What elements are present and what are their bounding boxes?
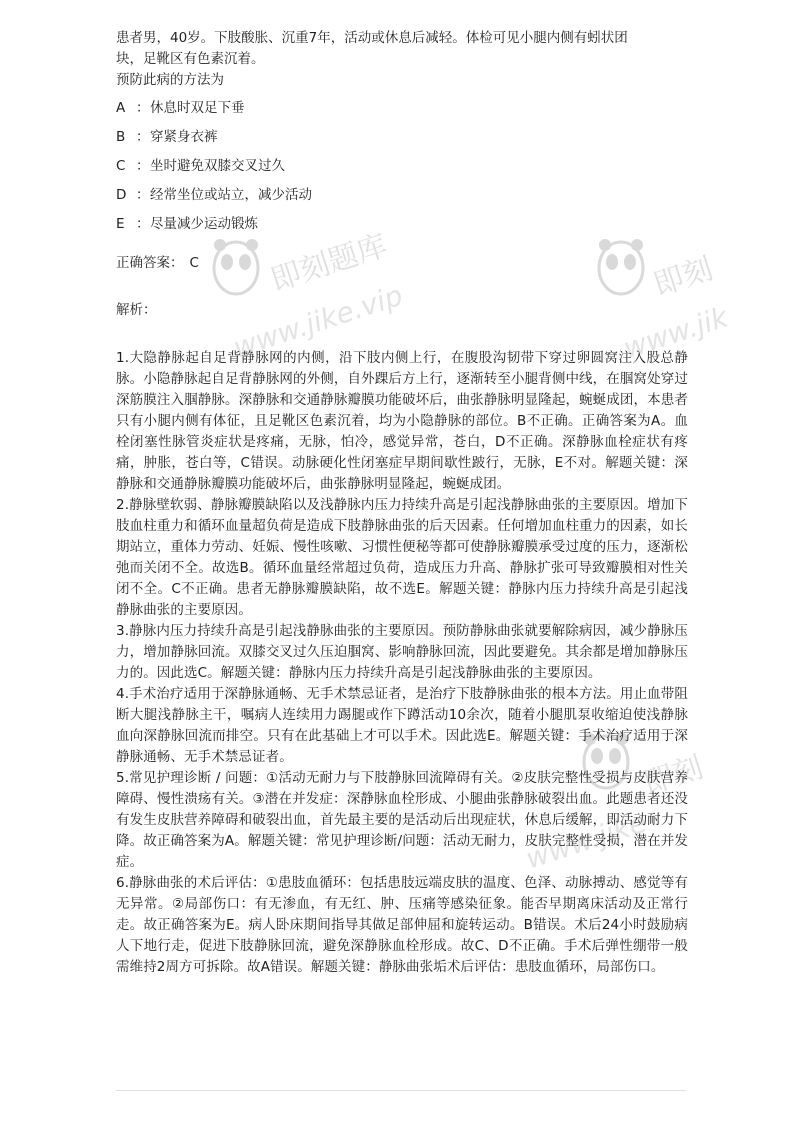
analysis-body bbox=[116, 348, 688, 978]
watermark-url-text: www.jike.vip bbox=[229, 278, 407, 365]
option-separator: ： bbox=[136, 216, 150, 232]
option-text: 尽量减少运动锻炼 bbox=[150, 216, 258, 232]
option-c[interactable] bbox=[116, 156, 688, 177]
option-text: 穿紧身衣裤 bbox=[150, 129, 218, 145]
option-a[interactable] bbox=[116, 98, 688, 119]
options-list bbox=[116, 98, 688, 235]
question-page bbox=[116, 28, 688, 1118]
question-stem bbox=[116, 28, 688, 91]
watermark-brand-text-clipped: 即刻 bbox=[649, 251, 718, 304]
answer-value: C bbox=[189, 255, 199, 271]
analysis-paragraph: 2.静脉壁软弱、静脉瓣膜缺陷以及浅静脉内压力持续升高是引起浅静脉曲张的主要原因。增加下肢血柱重力和循环血量超负荷是造成下肢静脉曲张的后天因素。任何增加血柱重力的因素，如长期站立，重体力劳动、妊娠、慢性咳嗽、习惯性便秘等都可使静脉瓣膜承受过度的压力，逐渐松弛而关闭不全。故选B。循环血量经常超过负荷，造成压力升高、静脉扩张可导致瓣膜相对性关闭不全。C不正确。患者无静脉瓣膜缺陷，故不选E。解题关键：静脉内压力持续升高是引起浅静脉曲张的主要原因。 bbox=[116, 497, 688, 618]
option-letter: B bbox=[116, 129, 126, 145]
analysis-paragraph: 3.静脉内压力持续升高是引起浅静脉曲张的主要原因。预防静脉曲张就要解除病因，减少静脉压力，增加静脉回流。双膝交叉过久压迫腘窝、影响静脉回流，因此要避免。其余都是增加静脉压力的。因此选C。解题关键：静脉内压力持续升高是引起浅静脉曲张的主要原因。 bbox=[116, 623, 688, 681]
analysis-paragraph: 6.静脉曲张的术后评估：①患肢血循环：包括患肢远端皮肤的温度、色泽、动脉搏动、感觉等有无异常。②局部伤口：有无渗血，有无红、肿、压痛等感染征象。能否早期离床活动及正常行走。故正确答案为E。病人卧床期间指导其做足部伸屈和旋转运动。B错误。术后24小时鼓励病人下地行走，促进下肢静脉回流，避免深静脉血栓形成。故C、D不正确。手术后弹性绷带一般需维持2周方可拆除。故A错误。解题关键：静脉曲张垢术后评估：患肢血循环，局部伤口。 bbox=[116, 875, 688, 975]
watermark-brand-text-clipped: 即刻 bbox=[639, 749, 708, 802]
option-separator: ： bbox=[136, 129, 150, 145]
watermark-brand-text: 即刻题库 bbox=[266, 228, 392, 299]
option-letter: D bbox=[116, 187, 127, 203]
option-separator: ： bbox=[136, 158, 150, 174]
analysis-paragraph: 4.手术治疗适用于深静脉通畅、无手术禁忌证者，是治疗下肢静脉曲张的根本方法。用止血带阻断大腿浅静脉主干，嘱病人连续用力踢腿或作下蹲活动10余次，随着小腿肌泵收缩迫使浅静脉血向深静脉回流而排空。只有在此基础上才可以手术。因此选E。解题关键：手术治疗适用于深静脉通畅、无手术禁忌证者。 bbox=[116, 686, 688, 765]
option-separator: ： bbox=[136, 100, 150, 116]
correct-answer bbox=[116, 253, 688, 274]
option-letter: E bbox=[116, 216, 125, 232]
option-b[interactable] bbox=[116, 127, 688, 148]
analysis-heading: 解析： bbox=[116, 302, 157, 318]
option-letter: A bbox=[116, 100, 126, 116]
option-letter: C bbox=[116, 158, 126, 174]
stem-line: 块，足靴区有色素沉着。 bbox=[116, 51, 265, 67]
option-text: 休息时双足下垂 bbox=[150, 100, 245, 116]
option-d[interactable] bbox=[116, 185, 688, 206]
option-e[interactable] bbox=[116, 214, 688, 235]
watermark-url-text-clipped: www.jike bbox=[521, 805, 651, 876]
answer-label: 正确答案： bbox=[116, 255, 184, 271]
bottom-divider bbox=[116, 1090, 686, 1091]
watermark-url-text-clipped: www.jik bbox=[619, 300, 732, 366]
analysis-paragraph: 5.常见护理诊断 / 问题：①活动无耐力与下肢静脉回流障碍有关。②皮肤完整性受损与皮肤营养障碍、慢性溃疡有关。③潜在并发症：深静脉血栓形成、小腿曲张静脉破裂出血。此题患者还没有发生皮肤营养障碍和破裂出血，首先最主要的是活动后出现症状，休息后缓解，即活动耐力下降。故正确答案为A。解题关键：常见护理诊断/问题：活动无耐力，皮肤完整性受损，潜在并发症。 bbox=[116, 770, 688, 870]
option-text: 经常坐位或站立，减少活动 bbox=[150, 187, 312, 203]
analysis-paragraph: 1.大隐静脉起自足背静脉网的内侧，沿下肢内侧上行，在腹股沟韧带下穿过卵圆窝注入股总静脉。小隐静脉起自足背静脉网的外侧，自外踝后方上行，逐渐转至小腿背侧中线，在腘窝处穿过深筋膜注入腘静脉。深静脉和交通静脉瓣膜功能破坏后，曲张静脉明显隆起，蜿蜒成团，本患者只有小腿内侧有体征，且足靴区色素沉着，均为小隐静脉的部位。B不正确。正确答案为A。血栓闭塞性脉管炎症状是疼痛，无脉，怕冷，感觉异常，苍白，D不正确。深静脉血栓症状有疼痛，肿胀，苍白等，C错误。动脉硬化性闭塞症早期间歇性跛行，无脉，E不对。解题关键：深静脉和交通静脉瓣膜功能破坏后，曲张静脉明显隆起，蜿蜒成团。 bbox=[116, 350, 688, 492]
option-text: 坐时避免双膝交叉过久 bbox=[150, 158, 285, 174]
question-prompt: 预防此病的方法为 bbox=[116, 72, 224, 88]
stem-line: 患者男，40岁。下肢酸胀、沉重7年，活动或休息后减轻。体检可见小腿内侧有蚓状团 bbox=[116, 30, 628, 46]
option-separator: ： bbox=[136, 187, 150, 203]
